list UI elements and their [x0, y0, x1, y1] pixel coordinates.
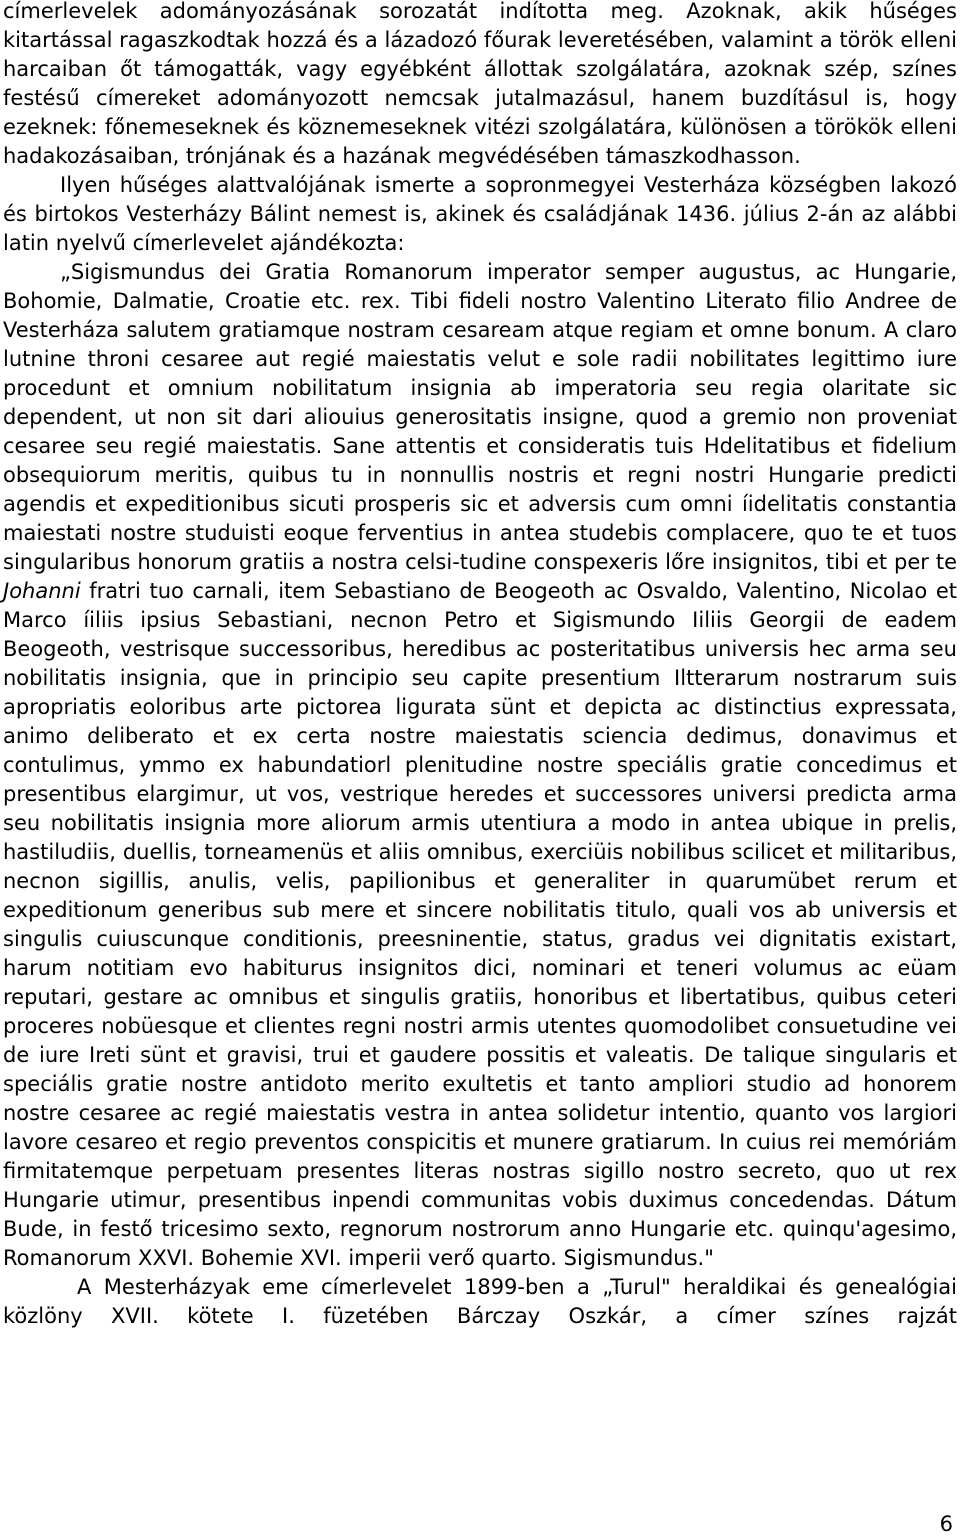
page-number: 6: [939, 1512, 953, 1536]
paragraph-latin-charter: [3, 258, 957, 1273]
latin-text-part-2: fratri tuo carnali, item Sebastiano de Beogeoth ac Osvaldo, Valentino, Nicolao et Marco íiliis ipsius Sebastiani, necnon Petro et Sigismundo Iiliis Georgii de eadem Beogeoth, vestrisque successoribus, heredibus ac posteritatibus universis hec arma seu nobilitatis insignia, que in principio seu capite presentium Iltterarum nostrarum suis apropriatis eoloribus arte pictorea ligurata sünt et depicta ac distinctius expressata, animo deliberato et ex certa nostre maiestatis sciencia dedimus, donavimus et contulimus, ymmo ex habundatiorl plenitudine nostre speciális gratie concedimus et presentibus elargimur, ut vos, vestrique heredes et successores universi predicta arma seu nobilitatis insignia more aliorum armis utentiura a modo in antea ubique in prelis, hastiludiis, duellis, torneamenüs et aliis omnibus, exerciüis nobilibus scilicet et militaribus, necnon sigillis, anulis, velis, papilionibus et generaliter in quarumübet rerum et expeditionum generibus sub mere et sincere nobilitatis titulo, quali vos ab universis et singulis cuiuscunque conditionis, preesninentie, status, gradus vei dignitatis existart, harum notitiam evo habiturus insignitos dici, nominari et teneri volumus ac eüam reputari, gestare ac omnibus et singulis gratiis, honoribus et libertatibus, quibus ceteri proceres nobüesque et clientes regni nostri armis utentes quomodolibet consuetudine vei de iure Ireti sünt et gravisi, trui et gaudere possitis et valeatis. De talique singularis et speciális gratie nostre antidoto merito exultetis et tanto ampliori studio ad honorem nostre cesaree ac regié maiestatis vestra in antea solidetur intentio, quanto vos largiori lavore cesareo et regio preventos conspicitis et munere gratiarum. In cuius rei memóriám firmitatemque perpetuam presentes literas nostras sigillo nostro secreto, quo ut rex Hungarie utimur, presentibus inpendi communitas vobis duximus concedendas. Dátum Bude, in festő tricesimo sexto, regnorum nostrorum anno Hungarie etc. quinqu'agesimo, Romanorum XXVI. Bohemie XVI. imperii verő quarto. Sigismundus.": [3, 579, 957, 1270]
latin-text-italic-name: Johanni: [3, 579, 81, 603]
paragraph-intro: címerlevelek adományozásának sorozatát indította meg. Azoknak, akik hűséges kitartással ragaszkodtak hozzá és a lázadozó főurak leveretésében, valamint a török elleni harcaiban őt támogatták, vagy egyébként állottak szolgálatára, azoknak szép, színes festésű címereket adományozott nemcsak jutalmazásul, hanem buzdításul is, hogy ezeknek: főnemeseknek és köznemeseknek vitézi szolgálatára, különösen a törökök elleni hadakozásaiban, trónjának és a hazának megvédésében támaszkodhasson.: [3, 0, 957, 168]
paragraph-vesterhazy: Ilyen hűséges alattvalójának ismerte a sopronmegyei Vesterháza községben lakozó és birtokos Vesterházy Bálint nemest is, akinek és családjának 1436. július 2-án az alábbi latin nyelvű címerlevelet ajándékozta:: [3, 173, 957, 255]
latin-text-part-1: „Sigismundus dei Gratia Romanorum imperator semper augustus, ac Hungarie, Bohomie, Dalmatie, Croatie etc. rex. Tibi fideli nostro Valentino Literato filio Andree de Vesterháza salutem gratiamque nostram cesaream atque regiam et omne bonum. A claro lutnine throni cesaree aut regié maiestatis velut e sole radii nobilitates legittimo iure procedunt et omnium nobilitatum insignia ab imperatoria seu regia olaritate sic dependent, ut non sit dari aliouius generositatis insigne, quod a gremio non proveniat cesaree seu regié maiestatis. Sane attentis et consideratis tuis Hdelitatibus et fidelium obsequiorum meritis, quibus tu in nonnullis nostris et regni nostri Hungarie predicti agendis et expeditionibus sicuti prosperis sic et adversis cum omni íidelitatis constantia maiestati nostre studuisti eoque ferventius in antea studebis complacere, quo te et tuos singularibus honorum gratiis a nostra celsi-tudine conspexeris lőre insignitos, tibi et per te: [3, 260, 957, 574]
paragraph-publication: A Mesterházyak eme címerlevelet 1899-ben a „Turul" heraldikai és genealógiai közlöny XVII. kötete I. füzetében Bárczay Oszkár, a címer színes rajzát: [3, 1275, 957, 1328]
document-body: [3, 0, 957, 1331]
